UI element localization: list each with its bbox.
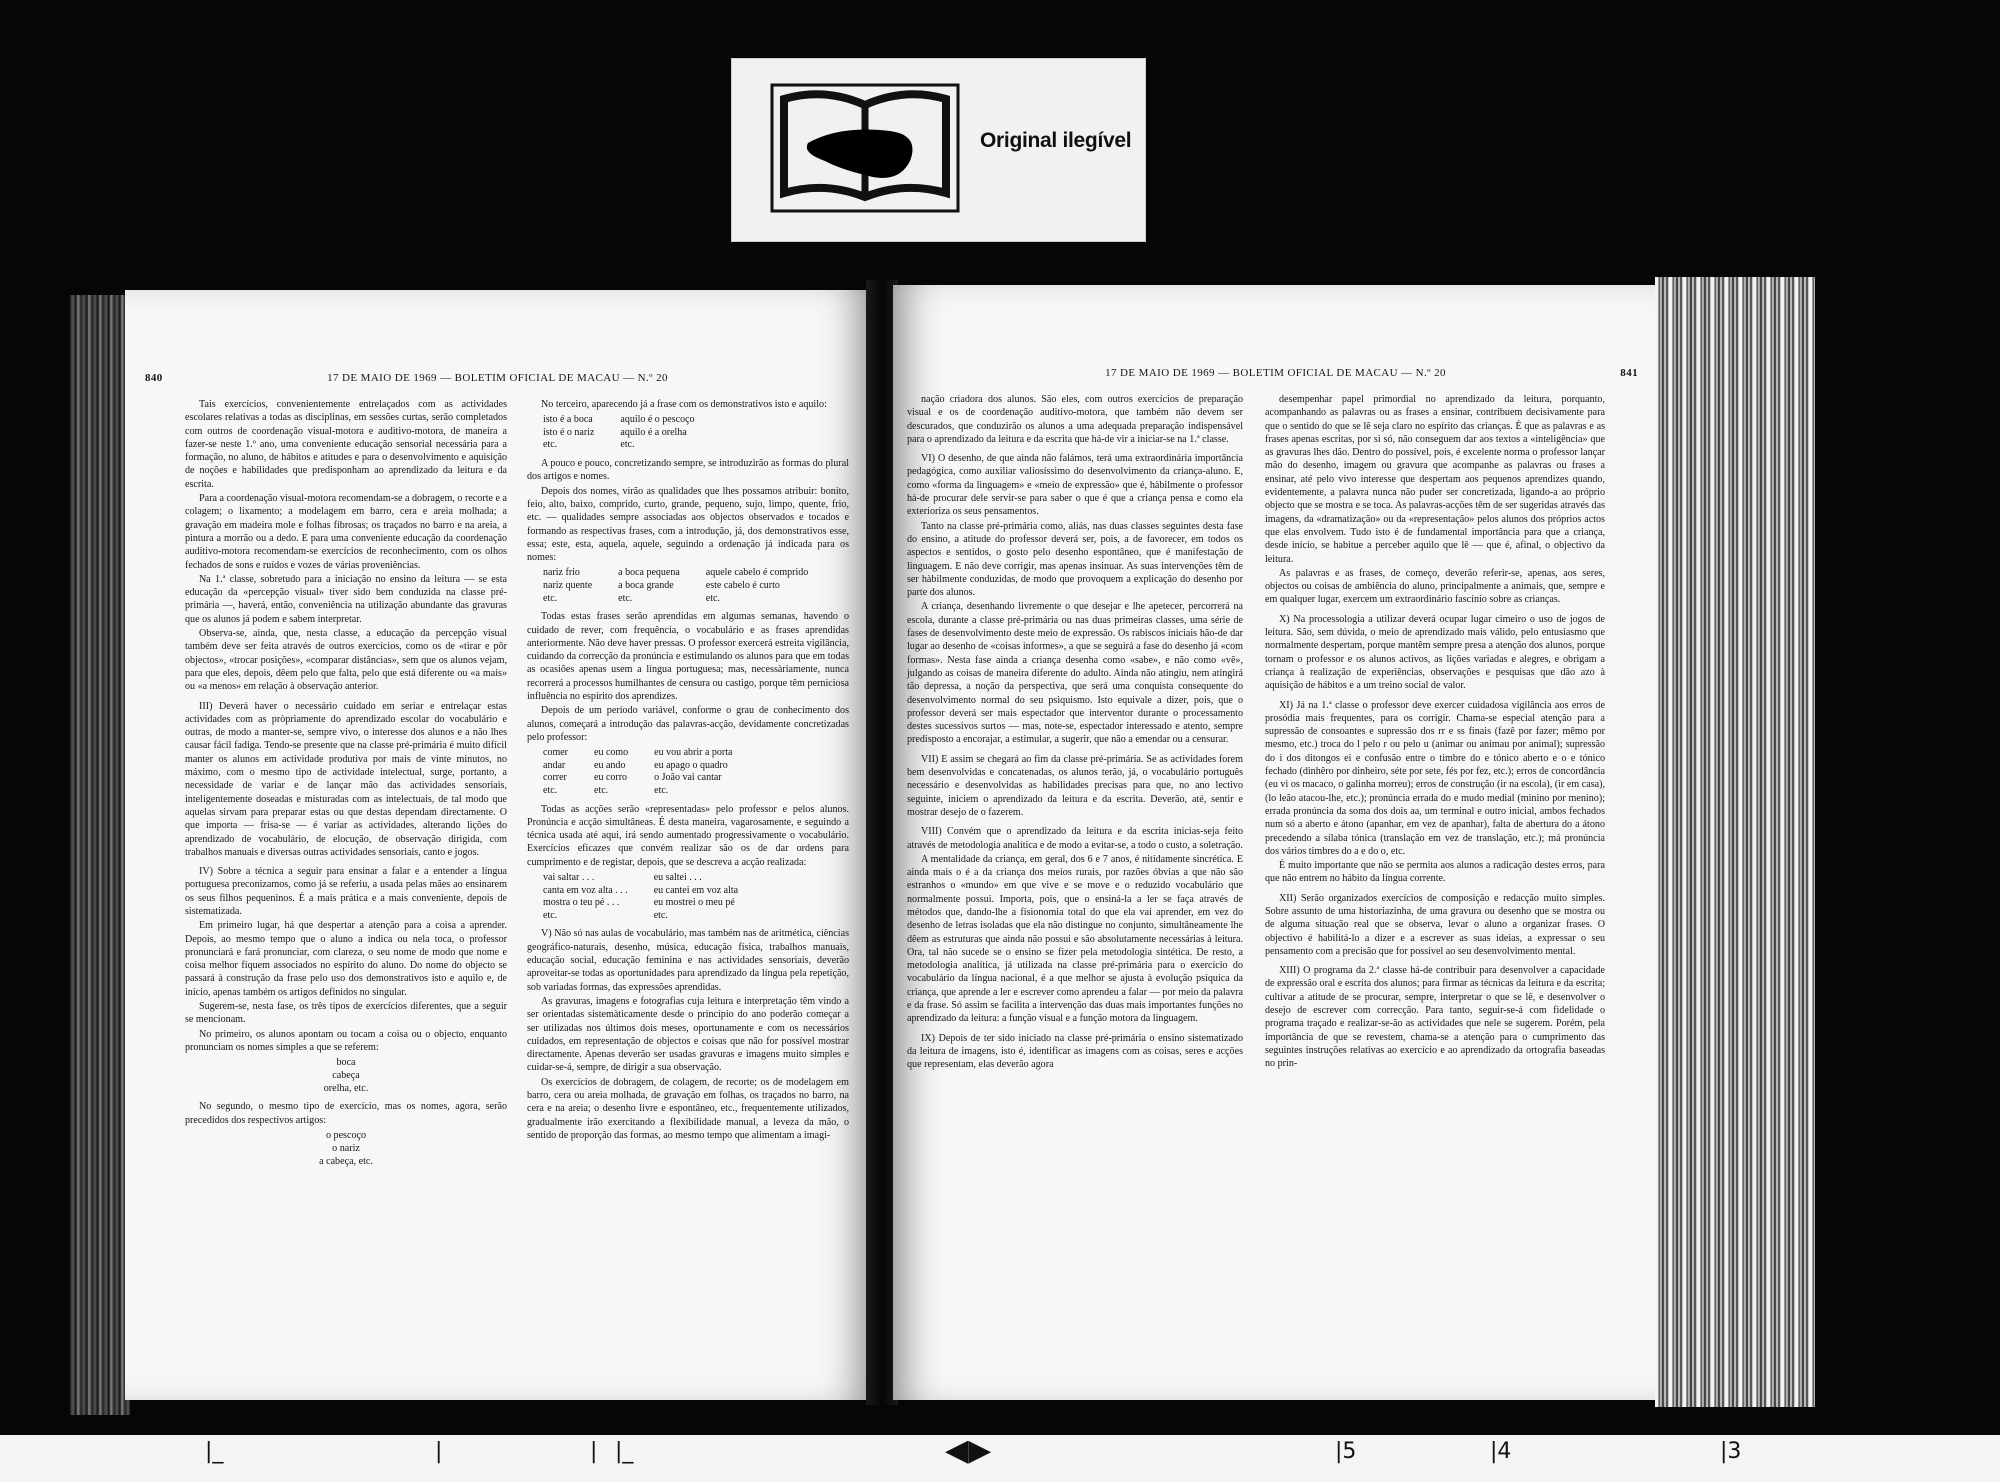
list-item: boca xyxy=(336,1057,356,1069)
illegible-label-text: Original ilegível xyxy=(980,129,1132,152)
paragraph: As gravuras, imagens e fotografias cuja leitura e interpretação têm vindo a ser orientadas sistemàticamente desde o princípio do ano poderão começar a ser utilizadas nos últimos dois meses, oportunamente e com os necessários cuidados, em representação de objectos e coisas que não for possível mostrar directamente. Apenas deverão ser usadas gravuras e imagens muito simples e cuidar-se-á, sempre, de dirigir a sua observação. xyxy=(527,995,849,1074)
scanned-book-spread xyxy=(0,265,2000,1435)
paragraph: É muito importante que não se permita aos alunos a radicação destes erros, para que não entrem no hábito da língua corrente. xyxy=(1265,860,1605,885)
left-column-1 xyxy=(185,398,507,1173)
paragraph: No primeiro, os alunos apontam ou tocam a coisa ou o objecto, enquanto pronunciam os nomes simples a que se referem: xyxy=(185,1028,507,1053)
table-cell: correr xyxy=(543,772,567,784)
right-column-1 xyxy=(907,393,1243,1073)
table-row xyxy=(543,427,721,440)
film-mark: | xyxy=(590,1439,598,1464)
table-cell: aquilo é a orelha xyxy=(620,426,687,438)
list-item: a cabeça, etc. xyxy=(319,1155,373,1167)
paragraph: A mentalidade da criança, em geral, dos 6 e 7 anos, é nitidamente sincrética. E ainda mais o é a da criança dos meios rurais, por razões óbvias a que não são estranhos o «mundo» em que vive e se move e o reduzido vocabulário que normalmente possui. Importa, pois, que o ensiná-la a ler se faça através de métodos que, dando-lhe a fisionomia total do que ela vai aprender, em vez do desenho de letras isoladas que ela não distingue no conjunto, simultâneamente lhe dêem as estruturas que ainda não possui e são absolutamente necessárias à leitura. Ora, tal não sucede se o ensino se fizer pela metodologia sintética. De resto, a metodologia analítica, já utilizada na classe pré-primária para o exercício do vocabulário da língua nacional, é a que melhor se ajusta à evolução psíquica da criança, que aprende a ler e escrever como aprendeu a falar — por meio da palavra e da frase. Só assim se facilita a intervenção das duas mais importantes funções no aprendizado da leitura: a função visual e a função motora da linguagem. xyxy=(907,853,1243,1025)
table-row xyxy=(543,593,834,606)
list-item: orelha, etc. xyxy=(323,1083,369,1095)
table-cell: eu apago o quadro xyxy=(654,759,728,771)
paragraph: XIII) O programa da 2.ª classe há-de contribuir para desenvolver a capacidade de expressão oral e escrita dos alunos; para firmar as técnicas da leitura e da escrita; cultivar a atitude de se procurar, sempre, interpretar o que se lê, e desenvolver o desejo de escrever com correcção. Para tanto, seguir-se-á com fidelidade o programa traçado e realizar-se-ão as actividades que nele se sugerem. Porém, pela importância de que se revestem, chama-se a atenção para o cumprimento das seguintes instruções relativas ao exercício e ao aprendizado da ortografia baseadas no prin- xyxy=(1265,965,1605,1070)
word-list xyxy=(185,1129,507,1168)
table-cell: eu como xyxy=(594,747,629,759)
table-cell: mostra o teu pé . . . xyxy=(543,897,620,909)
right-page-edges xyxy=(1655,277,1815,1407)
table-cell: andar xyxy=(543,759,566,771)
left-column-2 xyxy=(527,398,849,1143)
table-cell: etc. xyxy=(594,784,609,796)
paragraph: Depois dos nomes, virão as qualidades que lhes possamos atribuir: bonito, feio, alto, baixo, comprido, curto, grande, pequeno, sujo, limpo, quente, frio, etc. — qualidades sempre associadas aos objectos observados e tocados e formando as respectivas frases, com a introdução, já, dos demonstrativos esse, essa; este, esta, aquela, aquele, seguindo a ordenação já indicada para os nomes: xyxy=(527,485,849,564)
table-cell: etc. xyxy=(705,592,720,604)
table-cell: eu cantei em voz alta xyxy=(653,884,739,896)
paragraph: Todas estas frases serão aprendidas em algumas semanas, havendo o cuidado de rever, com frequência, o vocabulário e as frases aprendidas anteriormente. Não deve haver pressas. O professor exercerá estreita vigilância, cuidando da correcção da pronúncia e estimulando os alunos para que em todas as ocasiões apenas usem a língua portuguesa; mas, necessàriamente, nunca recorrerá a processos humilhantes de censura ou castigo, porque têm perniciosa influência no espírito dos aprendizes. xyxy=(527,611,849,703)
example-table xyxy=(543,414,721,452)
table-cell: aquele cabelo é comprido xyxy=(705,567,809,579)
table-row xyxy=(543,872,764,885)
film-mark: |5 xyxy=(1335,1439,1357,1464)
paragraph: Tanto na classe pré-primária como, aliás, nas duas classes seguintes desta fase do ensino, a atitude do professor deverá ser, pois, a de favorecer, em todos os aspectos e sentidos, o gosto pelo desenho espontâneo, que é manifestação de linguagem. E não deve corrigir, mas apenas insinuar. As suas intervenções têm de ser hàbilmente conduzidas, de modo que provoquem a explicação do desenho por parte dos alunos. xyxy=(907,520,1243,599)
paragraph: VI) O desenho, de que ainda não falámos, terá uma extraordinária importância pedagógica, como auxiliar valiosíssimo do desenvolvimento da criança-aluno. E, como «forma da linguagem» e «meio de expressão» que é, hàbilmente o professor há-de procurar dele servir-se para saber o que é que a criança pensa e como ela exterioriza os seus pensamentos. xyxy=(907,453,1243,518)
list-item: cabeça xyxy=(332,1070,360,1082)
paragraph: nação criadora dos alunos. São eles, com outros exercícios de preparação visual e os de coordenação auditivo-motora, que também não devem ser descurados, que conduzirão os alunos a uma adequada preparação indispensável para o aprendizado da leitura e da escrita que há-de vir a iniciar-se na 1.ª classe. xyxy=(907,394,1243,445)
paragraph: Todas as acções serão «representadas» pelo professor e pelos alunos. Pronúncia e acção simultâneas. É desta maneira, vagarosamente, e seguindo a técnica usada até aqui, irá sendo aumentado progressivamente o vocabulário. Exercícios eficazes que convém realizar são os de dar ordens para cumprimento e de registar, depois, que se descreva a acção realizada: xyxy=(527,803,849,868)
right-column-2 xyxy=(1265,393,1605,1072)
table-row xyxy=(543,414,721,427)
example-table xyxy=(543,872,764,922)
paragraph: XII) Serão organizados exercícios de composição e redacção muito simples. Sobre assunto de uma historiazinha, de uma gravura ou desenho que se mostra ou de alguma situação real que se observa, levar o aluno a organizar frases. O objectivo é habilitá-lo a dizer e a escrever as suas ideias, a expressar o seu pensamento com a precisão que for possível ao seu desenvolvimento mental. xyxy=(1265,892,1605,957)
table-cell: eu saltei . . . xyxy=(653,872,702,884)
paragraph: IV) Sobre a técnica a seguir para ensinar a falar e a entender a língua portuguesa preconizamos, como já se referiu, a usada pelas mães ao ensinarem os seus filhos pequeninos. É a mais prática e a mais conveniente, depois de sistematizada. xyxy=(185,866,507,917)
paragraph: Tais exercícios, convenientemente entrelaçados com as actividades escolares relativas a todas as disciplinas, em sessões curtas, serão completados com outros de coordenação visual-motora e auditivo-motora, de maneira a fazer-se neste 1.º ano, uma conveniente educação sensorial necessária para a formação, no aluno, de hábitos e atitudes e para o desenvolvimento e aquisição de noções e habilidades que predisponham ao aprendizado da leitura e da escrita. xyxy=(185,399,507,490)
table-cell: etc. xyxy=(543,784,558,796)
list-item: o nariz xyxy=(332,1142,360,1154)
right-running-head xyxy=(913,367,1638,381)
table-cell: eu mostrei o meu pé xyxy=(653,897,735,909)
table-cell: etc. xyxy=(653,909,668,921)
film-mark: |_ xyxy=(205,1439,224,1464)
paragraph: A pouco e pouco, concretizando sempre, se introduzirão as formas do plural dos artigos e nomes. xyxy=(527,458,849,483)
table-row xyxy=(543,897,764,910)
table-cell: nariz frio xyxy=(543,567,580,579)
paragraph: X) Na processologia a utilizar deverá ocupar lugar cimeiro o uso de jogos de leitura. São, sem dúvida, o meio de aprendizado mais válido, pelo entusiasmo que normalmente despertam, porque mantêm sempre presa a atenção dos alunos, porque tornam o professor e os alunos activos, as lições variadas e alegres, e obrigam a criança à realização de experiências, observações e pesquisas que dão azo à aquisição de hábitos e a um treino social de valor. xyxy=(1265,613,1605,692)
example-table xyxy=(543,747,758,797)
left-page-edges xyxy=(70,295,130,1415)
paragraph: A criança, desenhando livremente o que desejar e lhe apetecer, percorrerá na escola, durante a classe pré-primária ou nas duas primeiras classes, uma série de fases de desenvolvimento deste meio de expressão. Os rabiscos iniciais hão-de dar lugar ao desenho de «coisas informes», a que se seguirá a fase do desenho já «com formas». Nesta fase ainda a criança desenha como «sabe», e não como «vê», julgando as coisas de maneira diferente do adulto. Ainda não atingiu, nem atingirá tão depressa, a noção da perspectiva, que será uma conquista consequente do desenvolvimento normal do seu psiquismo. Isto equivale a dizer, pois, que o professor deverá ser mais espectador que interventor durante o processamento destes sucessivos surtos — mas, note-se, espectador interessado e atento, sempre predisposto a encorajar, a estimular, a sugerir, que não a emendar ou a censurar. xyxy=(907,601,1243,746)
paragraph: Depois de um período variável, conforme o grau de conhecimento dos alunos, começará a introdução das palavras-acção, devidamente concretizadas pelo professor: xyxy=(527,705,849,743)
table-cell: etc. xyxy=(543,439,558,451)
film-mark: |3 xyxy=(1720,1439,1742,1464)
table-cell: isto é a boca xyxy=(543,414,593,426)
paragraph: Para a coordenação visual-motora recomendam-se a dobragem, o recorte e a colagem; o lixamento; a modelagem em barro, cera e areia molhada; a gravação em madeira mole e folhas fibrosas; os traçados no barro e na areia, a pintura a morrão ou a dedo. E para uma conveniente educação da coordenação auditivo-motora recomendam-se exercícios de reconhecimento, com os olhos fechados de sons e ruídos e vozes de várias proveniências. xyxy=(185,493,507,571)
page-number: 841 xyxy=(1620,367,1638,379)
table-cell: o João vai cantar xyxy=(654,772,722,784)
table-row xyxy=(543,747,758,760)
table-row xyxy=(543,567,834,580)
film-mark: | xyxy=(435,1439,443,1464)
left-page xyxy=(125,290,870,1400)
table-cell: etc. xyxy=(620,439,635,451)
paragraph: XI) Já na 1.ª classe o professor deve exercer cuidadosa vigilância aos erros de prosódia mais frequentes, para os corrigir. Chama-se especial atenção para a supressão de consoantes e supressão dos rr e ss finais (fazê por fazer; mêmo por mesmo, etc.) troca do l pelo r ou pelo u (animar ou animau por animal); supressão do i dos ditongos ei e confusão entre o timbre do e tónico aberto e o e tónico fechado (dinhêro por dinheiro, séte por sete, fés por fez, etc.); erros de concordância (eu vi os macaco, o galinha morreu); erros de construção (ir na escola), (ir em casa), (lo leão atacou-lhe, etc.); pronúncia errada do e mudo medial (minino por menino); errada pronúncia da soma dos dois aa, um terminal e outro inicial, ambos fechados num só a aberto e átono (apanhar, em vez de apanhar), falta de abertura do a átono precedendo a sílaba tónica (translação em vez de translação, etc.); má pronúncia dos vários timbres do a e do o, etc. xyxy=(1265,699,1605,857)
paragraph: As palavras e as frases, de começo, deverão referir-se, apenas, aos seres, objectos ou coisas de ambiência do aluno, principalmente a animais, que, sempre e em qualquer lugar, exercem um extraordinário fascínio sobre as crianças. xyxy=(1265,567,1605,606)
table-row xyxy=(543,439,721,452)
filmstrip-edge xyxy=(0,1435,2000,1482)
table-row xyxy=(543,785,758,798)
paragraph: VII) E assim se chegará ao fim da classe pré-primária. Se as actividades forem bem desenvolvidas e concatenadas, os alunos terão, já, o vocabulário português necessário e desenvolvidas as habilidades precisas para que, no ano lectivo seguinte, iniciem o aprendizado da leitura e da escrita. Deverão, até, sentir e mostrar desejo de o fazerem. xyxy=(907,753,1243,818)
film-mark: |4 xyxy=(1490,1439,1512,1464)
table-cell: nariz quente xyxy=(543,580,593,592)
illegible-label-card xyxy=(731,58,1146,242)
paragraph: Na 1.ª classe, sobretudo para a iniciação no ensino da leitura — se esta educação da «percepção visual» tiver sido bem conduzida na classe pré-primária —, haverá, então, conveniência na utilização abundante das gravuras que os alunos já podem e sabem interpretar. xyxy=(185,573,507,625)
left-running-head xyxy=(145,372,850,386)
table-cell: este cabelo é curto xyxy=(705,580,780,592)
table-row xyxy=(543,772,758,785)
table-cell: eu vou abrir a porta xyxy=(654,747,733,759)
table-cell: etc. xyxy=(618,592,633,604)
table-cell: a boca grande xyxy=(618,580,674,592)
paragraph: Observa-se, ainda, que, nesta classe, a educação da percepção visual também deve ser feita através de outros exercícios, como os de «tirar e pôr objectos», «trocar posições», «comparar distâncias», sem que os alunos vejam, para que eles, depois, dêem pelo que falta, pelo que está diferente ou «a mais» ou «a menos» em relação à observação anterior. xyxy=(185,628,507,693)
table-cell: eu corro xyxy=(594,772,628,784)
paragraph: V) Não só nas aulas de vocabulário, mas também nas de aritmética, ciências geográfico-naturais, desenho, música, educação física, trabalhos manuais, educação social, educação feminina e nas actividades sensoriais, deverão aproveitar-se todas as oportunidades para aprendizado da língua pela repetição, sob variadas formas, das expressões aprendidas. xyxy=(527,928,849,993)
table-row xyxy=(543,580,834,593)
table-cell: a boca pequena xyxy=(618,567,680,579)
paragraph: VIII) Convém que o aprendizado da leitura e da escrita inicias-seja feito através de metodologia analítica e de modo a evitar-se, a todo o custo, a soletração. xyxy=(907,826,1243,851)
paragraph: desempenhar papel primordial no aprendizado da leitura, porquanto, acompanhando as palavras ou as frases a ensinar, contribuem decisivamente para que o sentido do que se lê seja claro no espírito das crianças. É que as palavras e as frases apenas escritas, por si só, não conseguem dar aos textos a «inteligência» que as gravuras lhes dão. Dentro do possível, pois, é excelente norma o professor lançar mão do desenho, imagem ou gravura que acompanhe as palavras ou frases a ensinar, até pelo vivo interesse que despertam aos pequenos aprendizes quando, evidentemente, a palavra nunca não puder ser concretizada, ligando-a ao próprio objecto que se mostra e se toca. As palavras-acções têm de ser sugeridas através das imagens, da «dramatização» ou da «representação» pelos alunos dos próprios actos que elas envolvem. Tudo isto é de fundamental importância para que a criança, desde início, se habitue a perceber aquilo que lê — que é, afinal, o objectivo da leitura. xyxy=(1265,394,1605,565)
table-cell: etc. xyxy=(654,784,669,796)
film-center-arrows: ◀▶ xyxy=(945,1433,992,1468)
running-title: 17 DE MAIO DE 1969 — BOLETIM OFICIAL DE MACAU — N.º 20 xyxy=(327,372,668,384)
paragraph: Sugerem-se, nesta fase, os três tipos de exercícios diferentes, que a seguir se mencionam. xyxy=(185,1001,507,1026)
table-cell: comer xyxy=(543,747,568,759)
table-cell: vai saltar . . . xyxy=(543,872,595,884)
paragraph: No terceiro, aparecendo já a frase com os demonstrativos isto e aquilo: xyxy=(541,399,827,410)
word-list xyxy=(185,1056,507,1095)
paragraph: Os exercícios de dobragem, de colagem, de recorte; os de modelagem em barro, cera ou areia molhada, de gravação em folhas, os traçados no barro, na cera e na areia; o desenho livre e espontâneo, etc., frequentemente utilizados, gradualmente irão exercitando a flexibilidade manual, a leveza da mão, o sentido de proporção das formas, ao mesmo tempo que alimentam a imagi- xyxy=(527,1076,849,1141)
example-table xyxy=(543,567,834,605)
running-title: 17 DE MAIO DE 1969 — BOLETIM OFICIAL DE MACAU — N.º 20 xyxy=(1105,367,1446,379)
film-mark: |_ xyxy=(615,1439,634,1464)
table-row xyxy=(543,910,764,923)
paragraph: No segundo, o mesmo tipo de exercício, mas os nomes, agora, serão precedidos dos respectivos artigos: xyxy=(185,1101,507,1126)
open-book-icon xyxy=(770,83,960,213)
right-page xyxy=(893,285,1658,1400)
paragraph: IX) Depois de ter sido iniciado na classe pré-primária o ensino sistematizado da leitura de imagens, isto é, identificar as imagens com as coisas, seres e acções que representam, elas deverão agora xyxy=(907,1032,1243,1071)
table-cell: isto é o nariz xyxy=(543,426,595,438)
paragraph: III) Deverá haver o necessário cuidado em seriar e entrelaçar estas actividades com as pròpriamente do aprendizado escolar do vocabulário e outras, de modo a manter-se, sempre vivo, o interesse dos alunos e a não lhes causar fácil fadiga. Tendo-se presente que na classe pré-primária é muito difícil manter os alunos em actividade produtiva por mais de vinte minutos, no máximo, com o mesmo tipo de actividade intelectual, surge, portanto, a necessidade de variar e de lançar mão das actividades sensoriais, inteligentemente doseadas e misturadas com as intelectuais, de tal modo que aquelas sirvam para preparar estas ou que destas dependam directamente. O que importa — frisa-se — é variar as actividades, alterando lições do aprendizado de vocabulário, de elocução, de observação dirigida, com trabalhos manuais e diversas outras actividades sensoriais, canto e jogos. xyxy=(185,700,507,858)
table-row xyxy=(543,885,764,898)
table-cell: eu ando xyxy=(594,759,626,771)
table-cell: aquilo é o pescoço xyxy=(620,414,695,426)
paragraph: Em primeiro lugar, há que despertar a atenção para a coisa a aprender. Depois, ao mesmo tempo que o aluno a indica ou nela toca, o professor pronunciará e fará pronunciar, com clareza, o seu nome de modo que nome e coisa melhor fiquem associados no espírito do aluno. Do nome do objecto se passará à construção da frase pelo uso dos demonstrativos isto e aquilo e, de início, apenas também os artigos definidos no singular. xyxy=(185,920,507,998)
table-row xyxy=(543,760,758,773)
table-cell: canta em voz alta . . . xyxy=(543,884,628,896)
page-number: 840 xyxy=(145,372,163,384)
table-cell: etc. xyxy=(543,909,558,921)
list-item: o pescoço xyxy=(325,1129,367,1141)
table-cell: etc. xyxy=(543,592,558,604)
